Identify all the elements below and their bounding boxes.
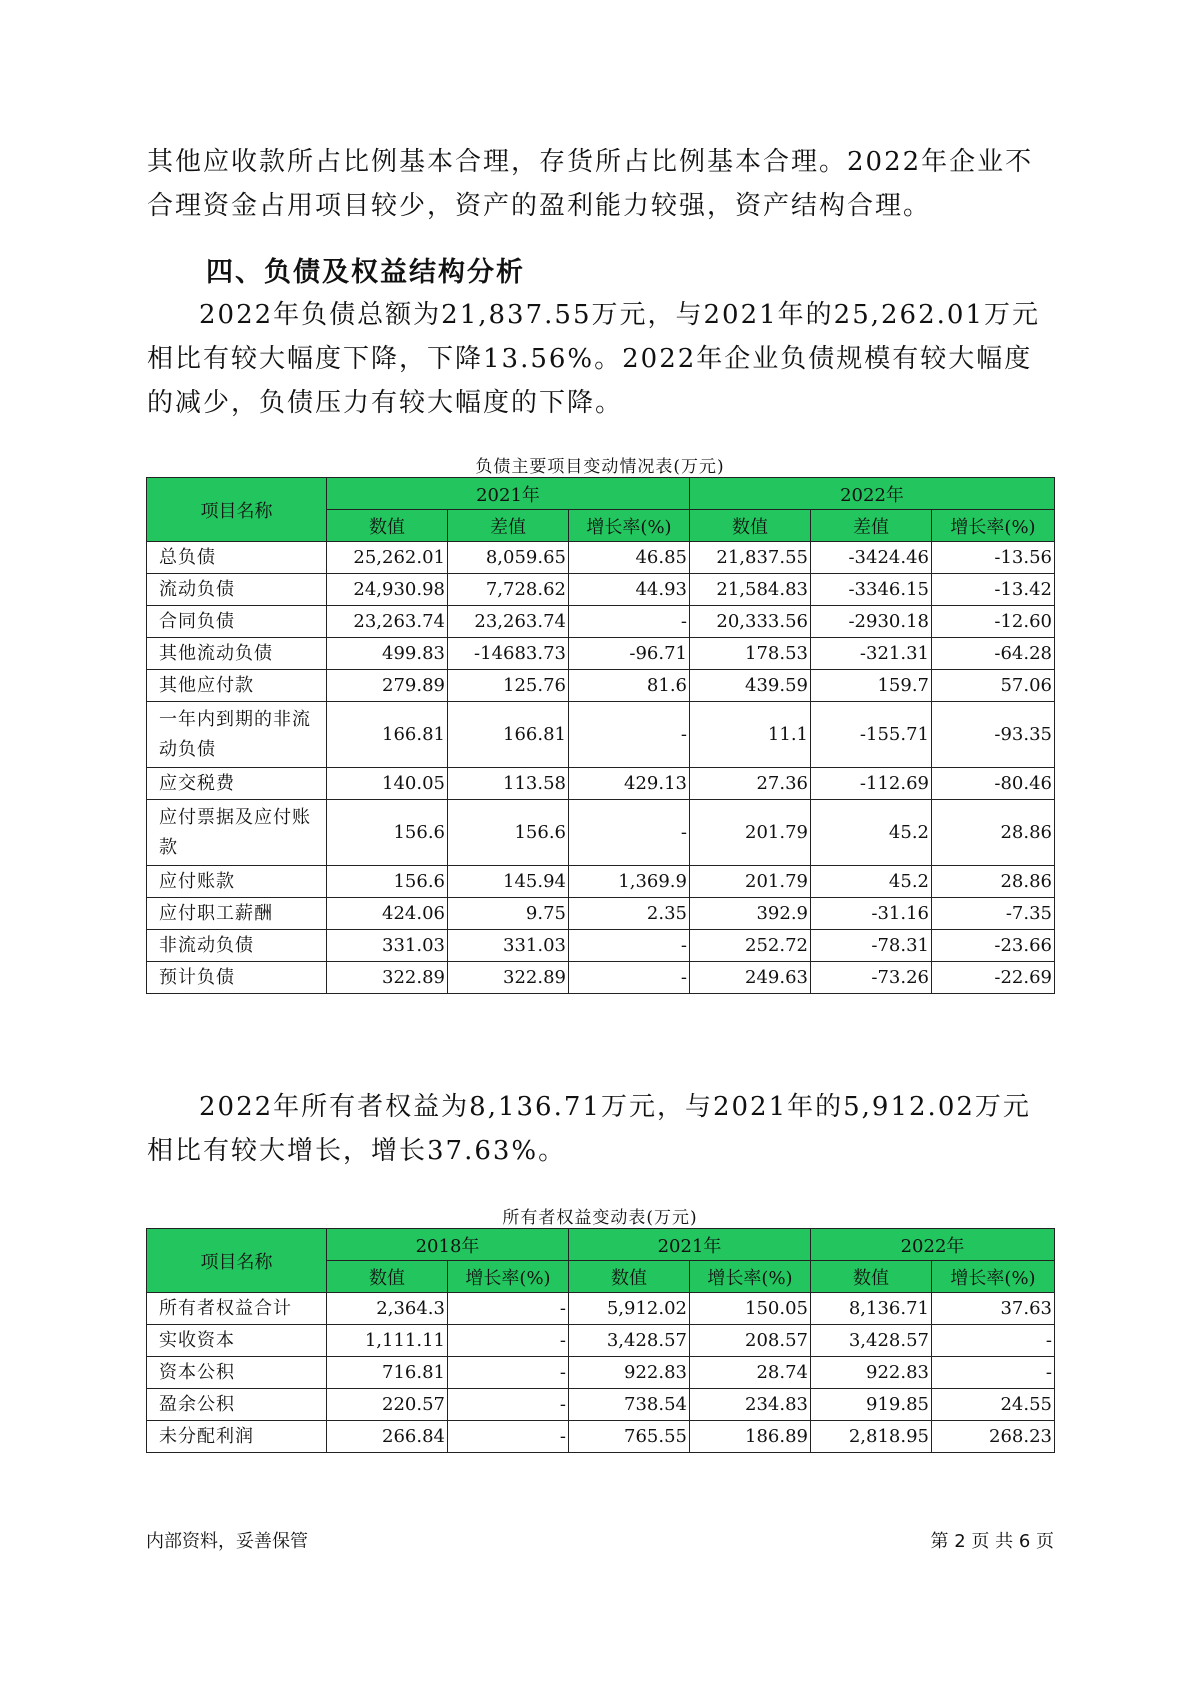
table-cell: 150.05: [690, 1293, 811, 1325]
table-cell: 44.93: [569, 574, 690, 606]
equity-name-header: 项目名称: [147, 1229, 327, 1293]
table-cell: -155.71: [811, 702, 932, 768]
table-cell: 156.6: [327, 866, 448, 898]
table-cell: 266.84: [327, 1421, 448, 1453]
row-name: 盈余公积: [147, 1389, 327, 1421]
table-cell: 922.83: [811, 1357, 932, 1389]
table-cell: -78.31: [811, 930, 932, 962]
table-cell: 166.81: [327, 702, 448, 768]
table-cell: 186.89: [690, 1421, 811, 1453]
table-cell: 922.83: [569, 1357, 690, 1389]
table-cell: -2930.18: [811, 606, 932, 638]
table-cell: -3346.15: [811, 574, 932, 606]
table-cell: 220.57: [327, 1389, 448, 1421]
row-name: 总负债: [147, 542, 327, 574]
table-row: [147, 638, 1055, 670]
table-cell: 201.79: [690, 866, 811, 898]
row-name: 一年内到期的非流动负债: [147, 702, 327, 768]
equity-subheader: 增长率(%): [690, 1261, 811, 1293]
table-cell: 11.1: [690, 702, 811, 768]
table-cell: 3,428.57: [811, 1325, 932, 1357]
table-cell: -12.60: [932, 606, 1055, 638]
table-cell: 57.06: [932, 670, 1055, 702]
table-row: [147, 1357, 1055, 1389]
table-cell: -80.46: [932, 768, 1055, 800]
table-row: [147, 574, 1055, 606]
table-row: [147, 930, 1055, 962]
table-cell: 159.7: [811, 670, 932, 702]
table-cell: 45.2: [811, 866, 932, 898]
table-cell: -13.42: [932, 574, 1055, 606]
liability-subheader: 数值: [327, 510, 448, 542]
equity-subheader: 数值: [327, 1261, 448, 1293]
table-cell: -13.56: [932, 542, 1055, 574]
table-cell: 252.72: [690, 930, 811, 962]
table-cell: 716.81: [327, 1357, 448, 1389]
table-cell: -: [569, 800, 690, 866]
liability-table-caption: 负债主要项目变动情况表(万元): [475, 457, 725, 477]
table-cell: -73.26: [811, 962, 932, 994]
table-cell: 279.89: [327, 670, 448, 702]
table-cell: -: [569, 962, 690, 994]
table-cell: -321.31: [811, 638, 932, 670]
table-cell: -93.35: [932, 702, 1055, 768]
table-row: [147, 702, 1055, 768]
table-cell: 1,369.9: [569, 866, 690, 898]
table-cell: 331.03: [327, 930, 448, 962]
liability-subheader: 差值: [811, 510, 932, 542]
table-cell: 429.13: [569, 768, 690, 800]
table-cell: 37.63: [932, 1293, 1055, 1325]
table-row: [147, 1293, 1055, 1325]
row-name: 资本公积: [147, 1357, 327, 1389]
equity-year-header: 2021年: [569, 1229, 811, 1261]
table-cell: 21,837.55: [690, 542, 811, 574]
table-cell: 2.35: [569, 898, 690, 930]
table-cell: 156.6: [327, 800, 448, 866]
table-cell: 322.89: [327, 962, 448, 994]
liability-subheader: 数值: [690, 510, 811, 542]
row-name: 其他流动负债: [147, 638, 327, 670]
equity-year-header: 2018年: [327, 1229, 569, 1261]
table-cell: -7.35: [932, 898, 1055, 930]
row-name: 应交税费: [147, 768, 327, 800]
table-cell: 3,428.57: [569, 1325, 690, 1357]
table-cell: 23,263.74: [327, 606, 448, 638]
table-row: [147, 768, 1055, 800]
table-cell: 24,930.98: [327, 574, 448, 606]
table-row: [147, 898, 1055, 930]
table-cell: 439.59: [690, 670, 811, 702]
table-cell: -: [932, 1325, 1055, 1357]
table-cell: -: [448, 1357, 569, 1389]
table-cell: 46.85: [569, 542, 690, 574]
table-row: [147, 606, 1055, 638]
equity-table-caption: 所有者权益变动表(万元): [502, 1208, 698, 1228]
row-name: 应付账款: [147, 866, 327, 898]
table-cell: 322.89: [448, 962, 569, 994]
table-row: [147, 1389, 1055, 1421]
table-row: [147, 670, 1055, 702]
row-name: 流动负债: [147, 574, 327, 606]
table-cell: -: [569, 606, 690, 638]
row-name: 其他应付款: [147, 670, 327, 702]
table-cell: 1,111.11: [327, 1325, 448, 1357]
row-name: 预计负债: [147, 962, 327, 994]
liability-year-header: 2022年: [690, 478, 1055, 510]
row-name: 应付票据及应付账款: [147, 800, 327, 866]
table-cell: 234.83: [690, 1389, 811, 1421]
row-name: 未分配利润: [147, 1421, 327, 1453]
table-cell: 2,818.95: [811, 1421, 932, 1453]
table-cell: 268.23: [932, 1421, 1055, 1453]
table-row: [147, 866, 1055, 898]
intro-paragraph: 其他应收款所占比例基本合理，存货所占比例基本合理。2022年企业不合理资金占用项目较少，资产的盈利能力较强，资产结构合理。: [147, 147, 1034, 221]
liability-summary-paragraph: 2022年负债总额为21,837.55万元，与2021年的25,262.01万元相比有较大幅度下降，下降13.56%。2022年企业负债规模有较大幅度的减少，负债压力有较大幅度的下降。: [147, 300, 1040, 418]
table-row: [147, 1421, 1055, 1453]
table-cell: 201.79: [690, 800, 811, 866]
equity-subheader: 数值: [811, 1261, 932, 1293]
liability-name-header: 项目名称: [147, 478, 327, 542]
table-cell: -64.28: [932, 638, 1055, 670]
equity-subheader: 增长率(%): [932, 1261, 1055, 1293]
table-cell: 765.55: [569, 1421, 690, 1453]
row-name: 实收资本: [147, 1325, 327, 1357]
table-cell: -: [448, 1421, 569, 1453]
table-row: [147, 962, 1055, 994]
table-cell: 28.86: [932, 800, 1055, 866]
table-cell: -112.69: [811, 768, 932, 800]
table-cell: 125.76: [448, 670, 569, 702]
table-row: [147, 542, 1055, 574]
table-cell: 178.53: [690, 638, 811, 670]
table-cell: 113.58: [448, 768, 569, 800]
liability-header-row-years: [147, 478, 1055, 510]
equity-subheader: 增长率(%): [448, 1261, 569, 1293]
table-cell: 81.6: [569, 670, 690, 702]
table-cell: 249.63: [690, 962, 811, 994]
table-cell: 7,728.62: [448, 574, 569, 606]
table-cell: 738.54: [569, 1389, 690, 1421]
liability-subheader: 差值: [448, 510, 569, 542]
footer-page-number: 第 2 页 共 6 页: [930, 1531, 1054, 1552]
table-cell: -23.66: [932, 930, 1055, 962]
table-cell: 140.05: [327, 768, 448, 800]
table-cell: 28.86: [932, 866, 1055, 898]
table-cell: 24.55: [932, 1389, 1055, 1421]
table-cell: 156.6: [448, 800, 569, 866]
table-cell: -: [932, 1357, 1055, 1389]
equity-subheader: 数值: [569, 1261, 690, 1293]
table-cell: -: [448, 1293, 569, 1325]
table-cell: -: [569, 930, 690, 962]
table-cell: -31.16: [811, 898, 932, 930]
table-cell: 331.03: [448, 930, 569, 962]
row-name: 合同负债: [147, 606, 327, 638]
table-row: [147, 1325, 1055, 1357]
table-cell: -96.71: [569, 638, 690, 670]
liability-subheader: 增长率(%): [932, 510, 1055, 542]
table-cell: 8,136.71: [811, 1293, 932, 1325]
row-name: 非流动负债: [147, 930, 327, 962]
row-name: 所有者权益合计: [147, 1293, 327, 1325]
table-cell: 919.85: [811, 1389, 932, 1421]
table-cell: -: [569, 702, 690, 768]
table-cell: -: [448, 1325, 569, 1357]
table-cell: 499.83: [327, 638, 448, 670]
table-row: [147, 800, 1055, 866]
table-cell: 28.74: [690, 1357, 811, 1389]
table-cell: 8,059.65: [448, 542, 569, 574]
table-cell: 25,262.01: [327, 542, 448, 574]
table-cell: 2,364.3: [327, 1293, 448, 1325]
table-cell: 23,263.74: [448, 606, 569, 638]
table-cell: 166.81: [448, 702, 569, 768]
table-cell: 20,333.56: [690, 606, 811, 638]
table-cell: 145.94: [448, 866, 569, 898]
equity-year-header: 2022年: [811, 1229, 1055, 1261]
equity-summary-paragraph: 2022年所有者权益为8,136.71万元，与2021年的5,912.02万元相比有较大增长，增长37.63%。: [147, 1092, 1031, 1166]
table-cell: 424.06: [327, 898, 448, 930]
section-heading: 四、负债及权益结构分析: [206, 257, 525, 288]
table-cell: -14683.73: [448, 638, 569, 670]
equity-table: [146, 1228, 1055, 1453]
table-cell: 21,584.83: [690, 574, 811, 606]
table-cell: 392.9: [690, 898, 811, 930]
table-cell: 27.36: [690, 768, 811, 800]
liability-table: [146, 477, 1055, 994]
row-name: 应付职工薪酬: [147, 898, 327, 930]
table-cell: -22.69: [932, 962, 1055, 994]
table-cell: 5,912.02: [569, 1293, 690, 1325]
equity-header-row-years: [147, 1229, 1055, 1261]
liability-year-header: 2021年: [327, 478, 690, 510]
footer-confidential-note: 内部资料，妥善保管: [146, 1531, 308, 1552]
table-cell: -: [448, 1389, 569, 1421]
table-cell: -3424.46: [811, 542, 932, 574]
table-cell: 9.75: [448, 898, 569, 930]
table-cell: 45.2: [811, 800, 932, 866]
table-cell: 208.57: [690, 1325, 811, 1357]
liability-subheader: 增长率(%): [569, 510, 690, 542]
